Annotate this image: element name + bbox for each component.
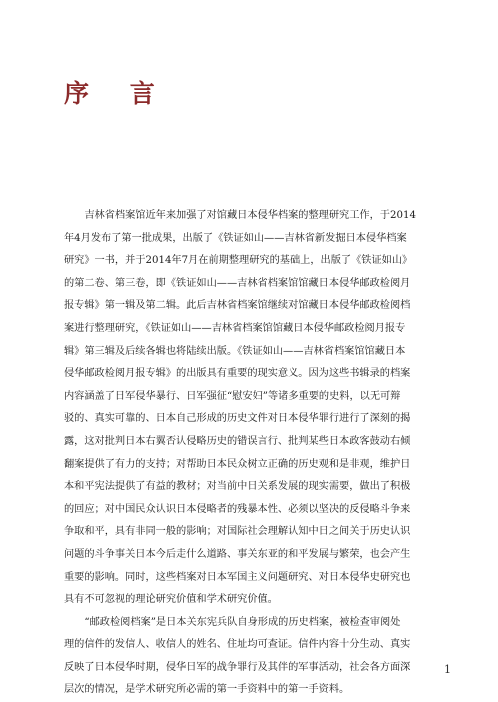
page-title: 序 言 bbox=[64, 79, 171, 108]
text-line: “邮政检阅档案”是日本关东宪兵队自身形成的历史档案，被检查审阅处 bbox=[64, 616, 401, 628]
text-line: 驳的、真实可靠的、日本自己形成的历史文件对日本侵华罪行进行了深刻的揭 bbox=[64, 413, 411, 425]
text-line: 翻案提供了有力的支持；对帮助日本民众树立正确的历史观和是非观，维护日 bbox=[64, 458, 411, 470]
text-line: 具有不可忽视的理论研究价值和学术研究价值。 bbox=[64, 594, 278, 606]
text-line: 内容涵盖了日军侵华暴行、日军强征“慰安妇”等诸多重要的史料，以无可辩 bbox=[64, 390, 401, 402]
text-line: 露，这对批判日本右翼否认侵略历史的错误言行、批判某些日本政客鼓动右倾 bbox=[64, 435, 411, 447]
text-line: 报专辑》第一辑及第二辑。此后吉林省档案馆继续对馆藏日本侵华邮政检阅档 bbox=[64, 300, 411, 312]
text-line: 年4月发布了第一批成果，出版了《铁证如山——吉林省新发掘日本侵华档案 bbox=[64, 232, 407, 244]
page-number: 1 bbox=[444, 663, 451, 676]
text-line: 争取和平，具有非同一般的影响；对国际社会理解认知中日之间关于历史认识 bbox=[64, 526, 411, 538]
text-line: 重要的影响。同时，这些档案对日本军国主义问题研究、对日本侵华史研究也 bbox=[64, 571, 411, 583]
text-line: 辑》第三辑及后续各辑也将陆续出版。《铁证如山——吉林省档案馆馆藏日本 bbox=[64, 345, 406, 357]
paragraph-1 bbox=[64, 205, 446, 612]
paragraph-2 bbox=[64, 612, 446, 702]
text-line: 案进行整理研究，《铁证如山——吉林省档案馆馆藏日本侵华邮政检阅月报专 bbox=[64, 322, 406, 334]
text-line: 问题的斗争事关日本今后走什么道路、事关东亚的和平发展与繁荣，也会产生 bbox=[64, 548, 411, 560]
text-line: 的第二卷、第三卷，即《铁证如山——吉林省档案馆馆藏日本侵华邮政检阅月 bbox=[64, 277, 411, 289]
text-line: 的回应；对中国民众认识日本侵略者的残暴本性、必须以坚决的反侵略斗争来 bbox=[64, 503, 411, 515]
text-line: 理的信件的发信人、收信人的姓名、住址均可查证。信件内容十分生动、真实 bbox=[64, 639, 411, 651]
text-line: 反映了日本侵华时期，侵华日军的战争罪行及其伴的军事活动，社会各方面深 bbox=[64, 661, 411, 673]
body-text bbox=[64, 205, 446, 702]
text-line: 吉林省档案馆近年来加强了对馆藏日本侵华档案的整理研究工作，于2014 bbox=[64, 210, 416, 221]
text-line: 侵华邮政检阅月报专辑》的出版具有重要的现实意义。因为这些书辑录的档案 bbox=[64, 368, 411, 380]
text-line: 研究》一书，并于2014年7月在前期整理研究的基础上，出版了《铁证如山》 bbox=[64, 255, 413, 267]
text-line: 层次的情况，是学术研究所必需的第一手资料中的第一手资料。 bbox=[64, 684, 350, 696]
text-line: 本和平宪法提供了有益的教材；对当前中日关系发展的现实需要，做出了积极 bbox=[64, 481, 411, 493]
